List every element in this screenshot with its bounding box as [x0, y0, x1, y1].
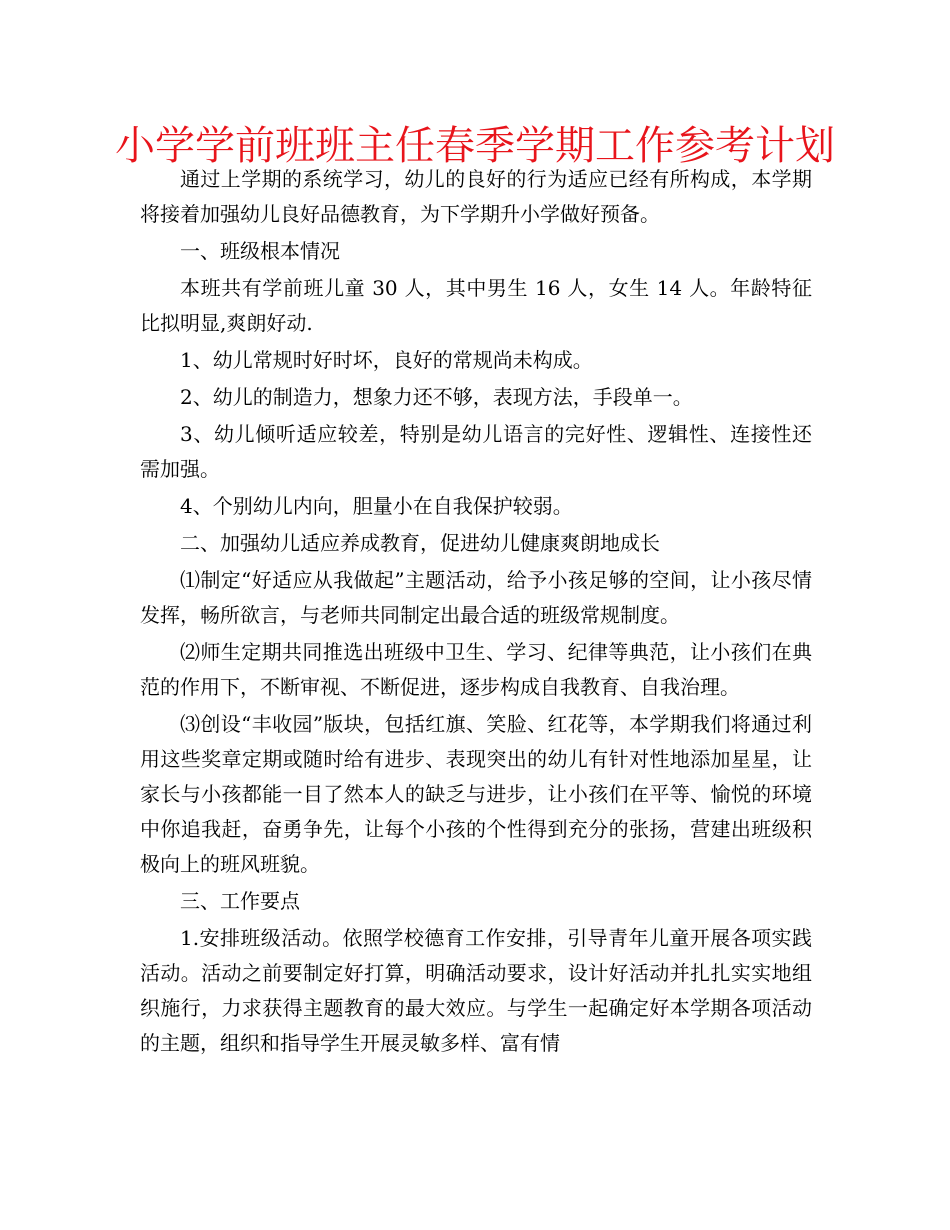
- paragraph-intro: 通过上学期的系统学习，幼儿的良好的行为适应已经有所构成，本学期将接着加强幼儿良好品德教育，为下学期升小学做好预备。: [140, 167, 812, 226]
- paragraph-measure-1: ⑴制定“好适应从我做起”主题活动，给予小孩足够的空间，让小孩尽情发挥，畅所欲言，与老师共同制定出最合适的班级常规制度。: [140, 568, 812, 627]
- list-item-4: 4、个别幼儿内向，胆量小在自我保护较弱。: [180, 494, 573, 518]
- document-title: 小学学前班班主任春季学期工作参考计划: [115, 123, 835, 169]
- list-item-1: 1、幼儿常规时好时坏，良好的常规尚未构成。: [180, 348, 593, 372]
- document-body: [140, 162, 812, 1061]
- list-item-3: 3、幼儿倾听适应较差，特别是幼儿语言的完好性、逻辑性、连接性还需加强。: [140, 422, 812, 481]
- heading-section-3: 三、工作要点: [180, 889, 300, 913]
- heading-section-2: 二、加强幼儿适应养成教育，促进幼儿健康爽朗地成长: [180, 531, 660, 555]
- heading-section-1: 一、班级根本情况: [180, 239, 340, 263]
- paragraph-measure-3: ⑶创设“丰收园”版块，包括红旗、笑脸、红花等，本学期我们将通过利用这些奖章定期或随时给有进步、表现突出的幼儿有针对性地添加星星，让家长与小孩都能一目了然本人的缺乏与进步，让小孩们在平等、愉悦的环境中你追我赶，奋勇争先，让每个小孩的个性得到充分的张扬，营建出班级积极向上的班风班貌。: [140, 712, 812, 876]
- paragraph-class-overview: 本班共有学前班儿童 30 人，其中男生 16 人，女生 14 人。年龄特征比拟明显,爽朗好动.: [140, 276, 812, 335]
- list-item-2: 2、幼儿的制造力，想象力还不够，表现方法，手段单一。: [180, 385, 693, 409]
- paragraph-measure-2: ⑵师生定期共同推选出班级中卫生、学习、纪律等典范，让小孩们在典范的作用下，不断审视、不断促进，逐步构成自我教育、自我治理。: [140, 640, 812, 699]
- paragraph-work-point-1: 1.安排班级活动。依照学校德育工作安排，引导青年儿童开展各项实践活动。活动之前要制定好打算，明确活动要求，设计好活动并扎扎实实地组织施行，力求获得主题教育的最大效应。与学生一起确定好本学期各项活动的主题，组织和指导学生开展灵敏多样、富有情: [140, 926, 812, 1055]
